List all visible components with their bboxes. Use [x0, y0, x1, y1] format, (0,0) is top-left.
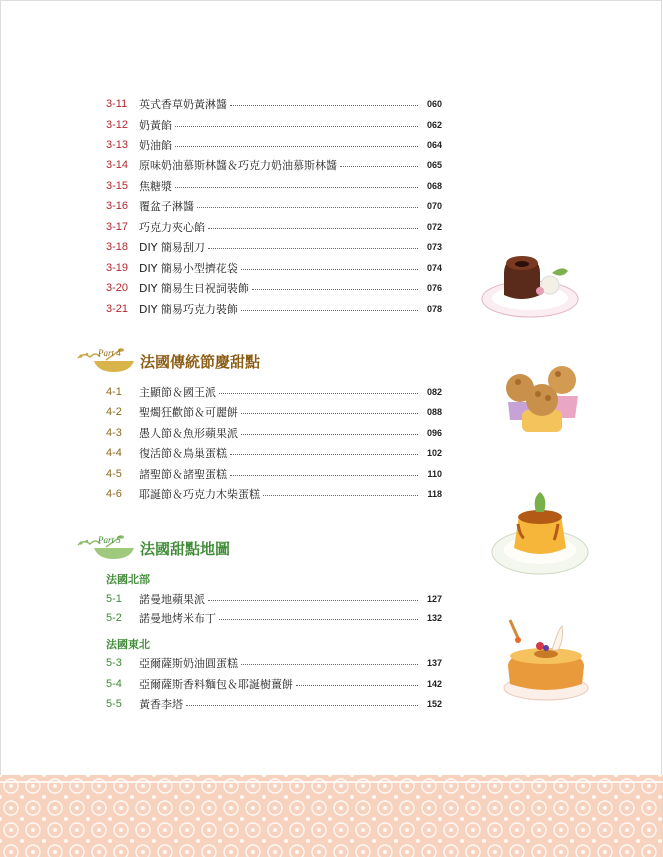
toc-row[interactable] — [106, 95, 442, 113]
entry-number: 5-5 — [106, 698, 122, 710]
entry-number: 4-5 — [106, 468, 122, 480]
toc-row[interactable] — [106, 300, 442, 318]
toc-row[interactable] — [106, 218, 442, 236]
entry-page: 062 — [426, 120, 442, 130]
entry-title: 奶油餡 — [139, 139, 172, 152]
leader-dots — [241, 413, 418, 414]
toc-row[interactable] — [106, 383, 442, 401]
entry-page: 073 — [426, 242, 442, 252]
toc-row[interactable] — [106, 485, 442, 503]
entry-number: 3-15 — [106, 180, 129, 192]
entry-title: 英式香草奶黃淋醬 — [139, 98, 227, 111]
entry-page: 065 — [426, 160, 442, 170]
entry-number: 3-14 — [106, 159, 129, 171]
entry-title: 諾曼地烤米布丁 — [139, 612, 216, 625]
part-label: Part 4 — [98, 348, 121, 358]
entry-page: 076 — [426, 283, 442, 293]
leader-dots — [241, 310, 418, 311]
fruit-cake-illustration — [496, 614, 592, 702]
entry-page: 088 — [426, 407, 442, 417]
bowl-whisk-icon — [76, 348, 138, 374]
toc-row[interactable] — [106, 177, 442, 195]
entry-page: 152 — [426, 699, 442, 709]
entry-page: 068 — [426, 181, 442, 191]
mini-cakes-illustration — [498, 352, 590, 436]
entry-page: 064 — [426, 140, 442, 150]
toc-row[interactable] — [106, 465, 442, 483]
entry-title: 焦糖漿 — [139, 180, 172, 193]
entry-title: 巧克力夾心餡 — [139, 221, 205, 234]
entry-title: 黃香李塔 — [139, 698, 183, 711]
entry-number: 3-20 — [106, 282, 129, 294]
leader-dots — [208, 228, 418, 229]
toc-row[interactable] — [106, 197, 442, 215]
leader-dots — [263, 495, 418, 496]
leader-dots — [252, 289, 418, 290]
leader-dots — [296, 685, 418, 686]
leader-dots — [230, 475, 418, 476]
entry-page: 118 — [427, 489, 442, 499]
entry-page: 142 — [426, 679, 442, 689]
leader-dots — [219, 619, 418, 620]
leader-dots — [241, 434, 418, 435]
entry-title: DIY 簡易生日祝詞裝飾 — [139, 282, 249, 295]
toc-row[interactable] — [106, 654, 442, 672]
entry-title: 奶黃餡 — [139, 119, 172, 132]
leader-dots — [175, 126, 418, 127]
entry-page: 072 — [426, 222, 442, 232]
entry-page: 082 — [426, 387, 442, 397]
entry-page: 070 — [426, 201, 442, 211]
entry-number: 3-11 — [106, 98, 128, 110]
leader-dots — [208, 600, 418, 601]
toc-row[interactable] — [106, 695, 442, 713]
entry-title: 復活節＆鳥巢蛋糕 — [139, 447, 227, 460]
entry-number: 3-12 — [106, 119, 129, 131]
bowl-whisk-icon — [76, 535, 138, 561]
lava-cake-illustration — [478, 243, 582, 323]
toc-row[interactable] — [106, 424, 442, 442]
region-heading: 法國東北 — [106, 638, 150, 651]
entry-number: 3-13 — [106, 139, 129, 151]
entry-page: 096 — [426, 428, 442, 438]
leader-dots — [186, 705, 418, 706]
toc-row[interactable] — [106, 444, 442, 462]
entry-number: 4-6 — [106, 488, 122, 500]
part4-header — [76, 347, 260, 375]
entry-title: 亞爾薩斯香料麵包＆耶誕樹薑餅 — [139, 678, 293, 691]
entry-title: 亞爾薩斯奶油圓蛋糕 — [139, 657, 238, 670]
entry-page: 060 — [426, 99, 442, 109]
entry-title: DIY 簡易小型擠花袋 — [139, 262, 238, 275]
entry-number: 5-3 — [106, 657, 122, 669]
entry-title: DIY 簡易巧克力裝飾 — [139, 303, 238, 316]
toc-row[interactable] — [106, 609, 442, 627]
toc-row[interactable] — [106, 675, 442, 693]
leader-dots — [208, 248, 418, 249]
lace-border-decoration — [0, 775, 663, 857]
entry-title: 耶誕節＆巧克力木柴蛋糕 — [139, 488, 260, 501]
part-title: 法國傳統節慶甜點 — [140, 352, 261, 371]
leader-dots — [241, 269, 418, 270]
region-heading: 法國北部 — [106, 573, 150, 586]
leader-dots — [241, 664, 418, 665]
entry-number: 3-18 — [106, 241, 129, 253]
entry-page: 132 — [426, 613, 442, 623]
entry-title: 聖燭狂歡節＆可麗餅 — [139, 406, 238, 419]
caramel-pudding-illustration — [488, 490, 592, 582]
entry-title: 諸聖節＆諸聖蛋糕 — [139, 468, 227, 481]
entry-number: 4-3 — [106, 427, 122, 439]
leader-dots — [230, 105, 418, 106]
entry-number: 5-1 — [106, 593, 122, 605]
entry-title: DIY 簡易刮刀 — [139, 241, 205, 254]
entry-number: 5-4 — [106, 678, 122, 690]
entry-title: 愚人節＆魚形蘋果派 — [139, 427, 238, 440]
entry-page: 110 — [427, 469, 442, 479]
part-label: Part 5 — [98, 535, 121, 545]
entry-page: 074 — [426, 263, 442, 273]
leader-dots — [230, 454, 418, 455]
entry-title: 主顯節＆國王派 — [139, 386, 216, 399]
entry-page: 102 — [426, 448, 442, 458]
leader-dots — [175, 146, 418, 147]
toc-row[interactable] — [106, 156, 442, 174]
entry-number: 3-19 — [106, 262, 129, 274]
entry-number: 3-16 — [106, 200, 129, 212]
toc-row[interactable] — [106, 238, 442, 256]
entry-page: 137 — [426, 658, 442, 668]
entry-number: 4-2 — [106, 406, 122, 418]
entry-number: 5-2 — [106, 612, 122, 624]
entry-number: 4-1 — [106, 386, 122, 398]
toc-row[interactable] — [106, 259, 442, 277]
toc-row[interactable] — [106, 403, 442, 421]
entry-page: 078 — [426, 304, 442, 314]
leader-dots — [197, 207, 418, 208]
toc-row[interactable] — [106, 590, 442, 608]
leader-dots — [219, 393, 418, 394]
toc-row[interactable] — [106, 116, 442, 134]
toc-row[interactable] — [106, 136, 442, 154]
leader-dots — [340, 166, 418, 167]
entry-number: 3-17 — [106, 221, 129, 233]
entry-page: 127 — [426, 594, 442, 604]
entry-number: 3-21 — [106, 303, 129, 315]
entry-title: 諾曼地蘋果派 — [139, 593, 205, 606]
part-title: 法國甜點地圖 — [140, 539, 231, 558]
leader-dots — [175, 187, 418, 188]
entry-number: 4-4 — [106, 447, 122, 459]
part5-header — [76, 534, 230, 562]
toc-row[interactable] — [106, 279, 442, 297]
entry-title: 原味奶油慕斯林醬＆巧克力奶油慕斯林醬 — [139, 159, 337, 172]
entry-title: 覆盆子淋醬 — [139, 200, 194, 213]
